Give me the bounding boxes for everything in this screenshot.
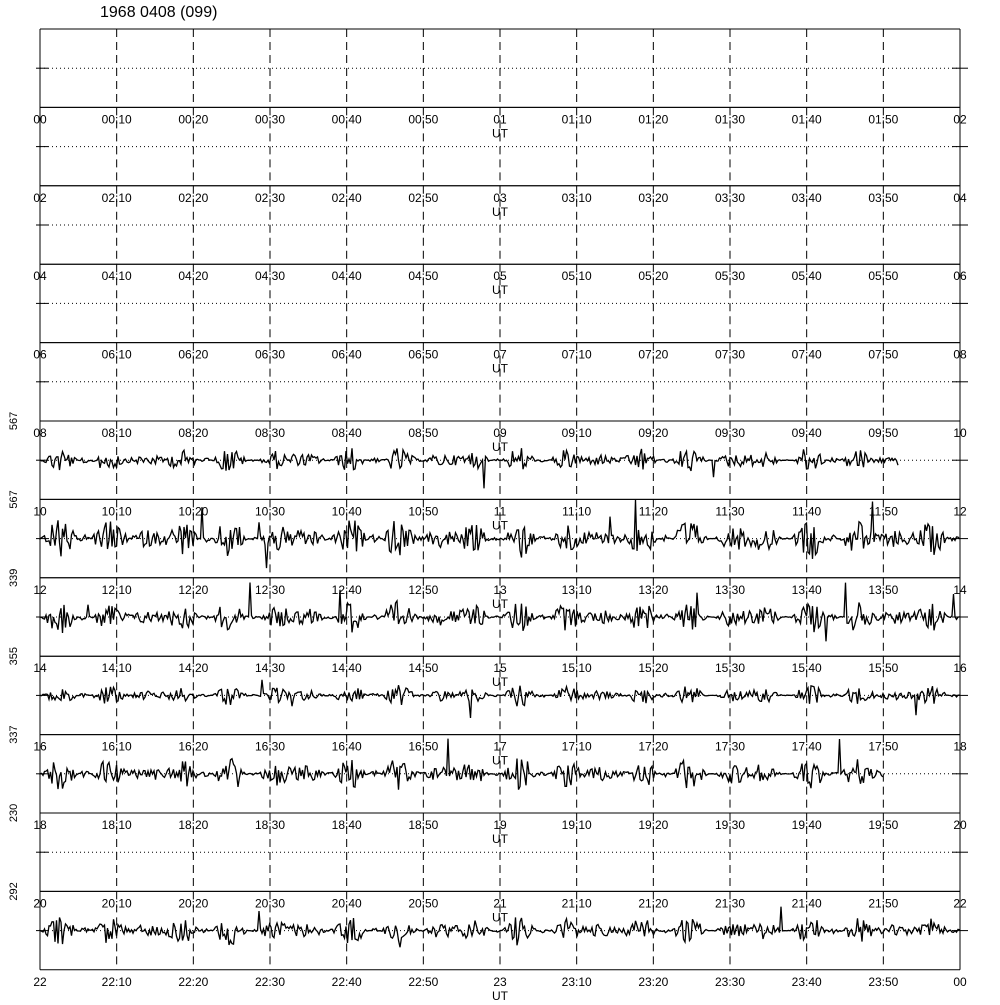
tick-label: 22:50	[408, 974, 439, 989]
tick-label: 04:10	[101, 269, 132, 284]
tick-label: 10	[33, 504, 47, 519]
tick-label: 07:50	[868, 347, 899, 362]
tick-label: 12:50	[408, 582, 439, 597]
tick-label: 17	[493, 739, 507, 754]
tick-label: 10:30	[254, 504, 286, 519]
tick-label: 02:10	[101, 190, 132, 205]
tick-label: 08	[953, 347, 967, 362]
tick-label: 18	[953, 739, 967, 754]
tick-label: 15:50	[868, 661, 899, 676]
tick-label: 05:10	[561, 269, 592, 284]
tick-label: 05:40	[791, 269, 822, 284]
tick-label: 10:20	[178, 504, 209, 519]
tick-label: 21	[493, 896, 507, 911]
tick-label: 15:10	[561, 661, 592, 676]
tick-label: 03:40	[791, 190, 822, 205]
tick-label: 07	[493, 347, 507, 362]
axis-label-ut: UT	[492, 988, 508, 1000]
tick-label: 07:40	[791, 347, 822, 362]
tick-label: 17:30	[714, 739, 746, 754]
axis-label-ut: UT	[492, 753, 508, 768]
tick-label: 17:50	[868, 739, 899, 754]
tick-label: 02:20	[178, 190, 209, 205]
tick-label: 07:30	[714, 347, 746, 362]
tick-label: 22	[953, 896, 967, 911]
axis-label-ut: UT	[492, 832, 508, 846]
tick-label: 06:50	[408, 347, 439, 362]
tick-label: 04:20	[178, 269, 209, 284]
tick-label: 19:30	[714, 818, 746, 832]
tick-label: 19:50	[868, 818, 899, 832]
row-side-label: 355	[8, 647, 20, 666]
tick-label: 19:20	[638, 818, 669, 832]
tick-label: 14:20	[178, 661, 209, 676]
tick-label: 13:20	[638, 582, 669, 597]
tick-label: 06:30	[254, 347, 286, 362]
tick-label: 03:30	[714, 190, 746, 205]
tick-label: 12	[953, 504, 967, 519]
tick-label: 20:40	[331, 896, 362, 911]
tick-label: 01:50	[868, 112, 899, 127]
tick-label: 15:20	[638, 661, 669, 676]
tick-label: 02	[953, 112, 967, 127]
axis-label-ut: UT	[492, 518, 508, 533]
tick-label: 02:50	[408, 190, 439, 205]
tick-label: 00	[33, 112, 47, 127]
tick-label: 03:20	[638, 190, 669, 205]
tick-label: 21:10	[561, 896, 592, 911]
tick-label: 18:40	[331, 818, 362, 832]
tick-label: 01:30	[714, 112, 746, 127]
tick-label: 20:50	[408, 896, 439, 911]
tick-label: 06	[953, 269, 967, 284]
tick-label: 20:20	[178, 896, 209, 911]
tick-label: 15	[493, 661, 507, 676]
tick-label: 17:10	[561, 739, 592, 754]
tick-label: 02:40	[331, 190, 362, 205]
tick-label: 11:50	[868, 504, 898, 519]
tick-label: 07:20	[638, 347, 669, 362]
tick-label: 20:30	[254, 896, 286, 911]
tick-label: 13	[493, 582, 507, 597]
chart-title: 1968 0408 (099)	[100, 4, 218, 21]
tick-label: 19:40	[791, 818, 822, 832]
tick-label: 13:30	[714, 582, 746, 597]
tick-label: 09	[493, 426, 507, 440]
tick-label: 18:30	[254, 818, 286, 832]
tick-label: 08:50	[408, 426, 439, 440]
tick-label: 22	[33, 974, 47, 989]
tick-label: 23:30	[714, 974, 746, 989]
row-side-label: 337	[8, 725, 20, 744]
tick-label: 15:40	[791, 661, 822, 676]
row-side-label: 230	[8, 803, 20, 823]
tick-label: 05:30	[714, 269, 746, 284]
axis-label-ut: UT	[492, 440, 508, 454]
tick-label: 10:40	[331, 504, 362, 519]
tick-label: 11:10	[562, 504, 592, 519]
tick-label: 12:30	[254, 582, 286, 597]
tick-label: 23	[493, 974, 507, 989]
tick-label: 05	[493, 269, 507, 284]
tick-label: 00:30	[254, 112, 286, 127]
axis-label-ut: UT	[492, 126, 508, 141]
tick-label: 16:10	[101, 739, 132, 754]
tick-label: 06:40	[331, 347, 362, 362]
tick-label: 16:50	[408, 739, 439, 754]
tick-label: 06	[33, 347, 47, 362]
row-side-label: 567	[8, 490, 20, 509]
tick-label: 15:30	[714, 661, 746, 676]
tick-label: 12:10	[101, 582, 132, 597]
tick-label: 12:40	[331, 582, 362, 597]
tick-label: 10	[953, 426, 967, 440]
tick-label: 21:50	[868, 896, 899, 911]
tick-label: 16:40	[331, 739, 362, 754]
tick-label: 14:10	[101, 661, 132, 676]
tick-label: 13:10	[561, 582, 592, 597]
tick-label: 20:10	[101, 896, 132, 911]
tick-label: 10:10	[101, 504, 132, 519]
tick-label: 03:10	[561, 190, 592, 205]
tick-label: 00	[953, 974, 967, 989]
row-side-label: 339	[8, 568, 20, 587]
tick-label: 23:40	[791, 974, 822, 989]
tick-label: 19	[493, 818, 507, 832]
axis-label-ut: UT	[492, 204, 508, 219]
tick-label: 09:50	[868, 426, 899, 440]
tick-label: 04	[33, 269, 47, 284]
tick-label: 09:40	[791, 426, 822, 440]
tick-label: 23:50	[868, 974, 899, 989]
tick-label: 00:10	[101, 112, 132, 127]
tick-label: 12:20	[178, 582, 209, 597]
tick-label: 17:20	[638, 739, 669, 754]
tick-label: 04:30	[254, 269, 286, 284]
tick-label: 11:30	[715, 504, 745, 519]
tick-label: 22:20	[178, 974, 209, 989]
tick-label: 20	[33, 896, 47, 911]
tick-label: 01:10	[561, 112, 592, 127]
tick-label: 01:40	[791, 112, 822, 127]
tick-label: 11	[493, 504, 507, 519]
tick-label: 18:50	[408, 818, 439, 832]
tick-label: 21:40	[791, 896, 822, 911]
tick-label: 02	[33, 190, 47, 205]
tick-label: 14:40	[331, 661, 362, 676]
tick-label: 22:40	[331, 974, 362, 989]
tick-label: 13:50	[868, 582, 899, 597]
tick-label: 05:50	[868, 269, 899, 284]
tick-label: 22:30	[254, 974, 286, 989]
tick-label: 16:20	[178, 739, 209, 754]
tick-label: 09:30	[714, 426, 746, 440]
tick-label: 04:40	[331, 269, 362, 284]
tick-label: 08:30	[254, 426, 286, 440]
tick-label: 03	[493, 190, 507, 205]
axis-label-ut: UT	[492, 596, 508, 611]
tick-label: 03:50	[868, 190, 899, 205]
tick-label: 04:50	[408, 269, 439, 284]
waveform-trace	[40, 448, 898, 488]
tick-label: 08:40	[331, 426, 362, 440]
tick-label: 08	[33, 426, 47, 440]
tick-label: 02:30	[254, 190, 286, 205]
tick-label: 21:30	[714, 896, 746, 911]
axis-label-ut: UT	[492, 675, 508, 690]
tick-label: 08:10	[101, 426, 132, 440]
axis-label-ut: UT	[492, 910, 508, 925]
tick-label: 00:20	[178, 112, 209, 127]
tick-label: 00:40	[331, 112, 362, 127]
row-side-label: 567	[8, 411, 20, 431]
row-side-label: 292	[8, 882, 20, 901]
tick-label: 06:10	[101, 347, 132, 362]
axis-label-ut: UT	[492, 283, 508, 298]
tick-label: 11:40	[792, 504, 822, 519]
tick-label: 23:20	[638, 974, 669, 989]
tick-label: 18	[33, 818, 47, 832]
tick-label: 08:20	[178, 426, 209, 440]
tick-label: 23:10	[561, 974, 592, 989]
waveform-trace	[40, 739, 883, 790]
tick-label: 00:50	[408, 112, 439, 127]
tick-label: 16:30	[254, 739, 286, 754]
tick-label: 20	[953, 818, 967, 832]
tick-label: 09:10	[561, 426, 592, 440]
tick-label: 14:50	[408, 661, 439, 676]
tick-label: 16	[33, 739, 47, 754]
tick-label: 09:20	[638, 426, 669, 440]
tick-label: 07:10	[561, 347, 592, 362]
tick-label: 19:10	[561, 818, 592, 832]
tick-label: 05:20	[638, 269, 669, 284]
tick-label: 13:40	[791, 582, 822, 597]
tick-label: 04	[953, 190, 967, 205]
axis-label-ut: UT	[492, 361, 508, 376]
tick-label: 16	[953, 661, 967, 676]
tick-label: 22:10	[101, 974, 132, 989]
tick-label: 12	[33, 582, 47, 597]
tick-label: 14	[953, 582, 967, 597]
tick-label: 11:20	[638, 504, 668, 519]
tick-label: 14:30	[254, 661, 286, 676]
tick-label: 06:20	[178, 347, 209, 362]
tick-label: 18:10	[101, 818, 132, 832]
tick-label: 17:40	[791, 739, 822, 754]
tick-label: 21:20	[638, 896, 669, 911]
tick-label: 01	[493, 112, 507, 127]
tick-label: 14	[33, 661, 47, 676]
tick-label: 10:50	[408, 504, 439, 519]
tick-label: 01:20	[638, 112, 669, 127]
tick-label: 18:20	[178, 818, 209, 832]
